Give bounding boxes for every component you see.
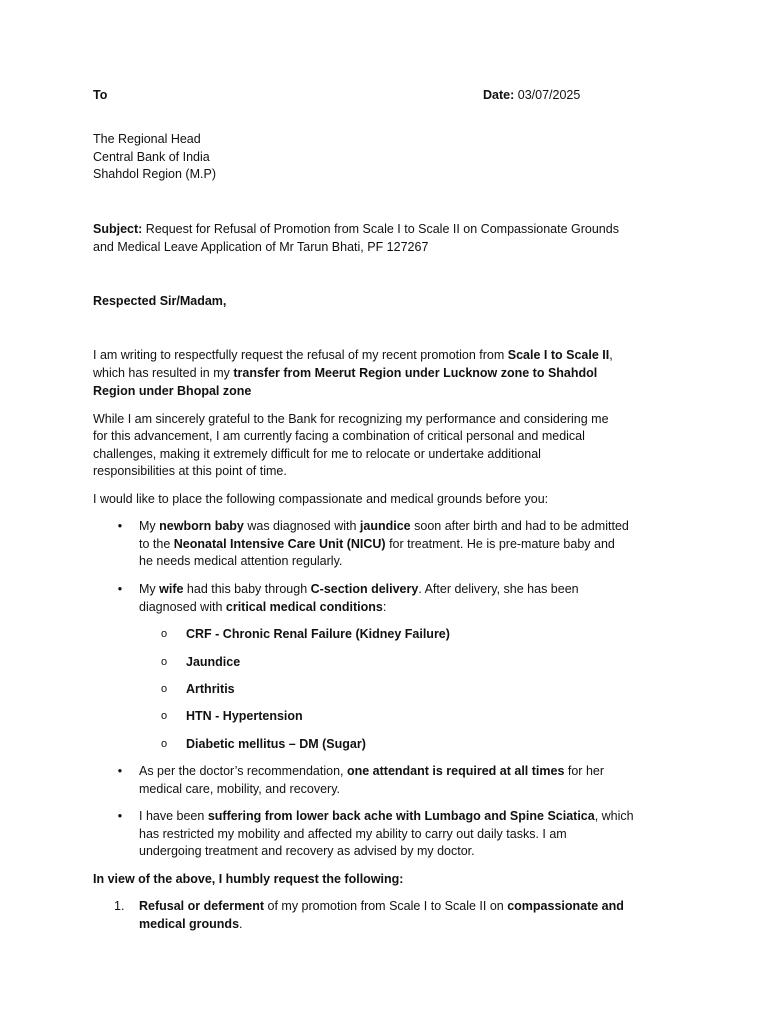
date-line	[483, 87, 580, 105]
bullet-1-line-1	[139, 518, 629, 536]
date-label: Date:	[483, 88, 515, 102]
date-value: 03/07/2025	[517, 88, 581, 102]
b2-t5: :	[382, 599, 387, 614]
salutation: Respected Sir/Madam,	[93, 294, 227, 308]
r1-compassionate: compassionate and	[507, 899, 624, 913]
para1-bold-transfer: transfer from Meerut Region under Lucknow zone to Shahdol	[233, 366, 598, 380]
subject-line-1	[93, 221, 619, 239]
b1-jaundice: jaundice	[359, 519, 411, 533]
bullet-4-line-1	[139, 808, 634, 826]
b1-t5: for treatment. He is pre-mature baby and	[385, 536, 615, 551]
condition-item: Arthritis	[186, 681, 235, 696]
bullet-1-marker: •	[117, 519, 123, 533]
para1-comma: ,	[609, 348, 613, 362]
condition-marker: o	[161, 655, 168, 668]
b1-newborn: newborn baby	[159, 519, 244, 533]
para1-text-2: which has resulted in my	[93, 366, 234, 380]
b2-t2: had this baby through	[183, 582, 311, 596]
bullet-2-line-2	[139, 599, 386, 617]
b1-t2: was diagnosed with	[243, 519, 360, 533]
b3-attendant: one attendant is required at all times	[346, 764, 565, 778]
para2-line-2: for this advancement, I am currently facing a combination of critical personal and medical	[93, 429, 585, 443]
request-1-number: 1.	[114, 899, 125, 913]
para1-line-1	[93, 347, 613, 365]
request-1-line-2	[139, 916, 243, 934]
bullet-2-marker: •	[117, 582, 123, 596]
to-label: To	[93, 88, 108, 102]
r1-refusal: Refusal or deferment	[139, 899, 265, 913]
b4-t1: I have been	[139, 809, 208, 823]
subject-line-2: and Medical Leave Application of Mr Tarun Bhati, PF 127267	[93, 239, 429, 254]
para3: I would like to place the following compassionate and medical grounds before you:	[93, 492, 549, 506]
b3-t2: for her	[564, 764, 605, 778]
bullet-3-line-2: medical care, mobility, and recovery.	[139, 781, 341, 796]
view-heading: In view of the above, I humbly request the following:	[93, 872, 404, 886]
bullet-3-line-1	[139, 763, 604, 781]
r1-t1: of my promotion from Scale I to Scale II on	[264, 899, 508, 913]
bullet-2-line-1	[139, 581, 579, 599]
b4-t2: , which	[594, 809, 634, 823]
b2-critical: critical medical conditions	[225, 599, 383, 614]
r1-period: .	[239, 916, 243, 931]
b2-csection: C-section delivery	[310, 582, 419, 596]
bullet-4-marker: •	[117, 809, 123, 823]
condition-marker: o	[161, 737, 168, 750]
bullet-1-line-2	[139, 536, 615, 554]
bullet-3-marker: •	[117, 764, 123, 778]
bullet-4-line-2: has restricted my mobility and affected my ability to carry out daily tasks. I am	[139, 826, 567, 841]
para1-line-3: Region under Bhopal zone	[93, 384, 252, 398]
b4-suffering: suffering from lower back ache with Lumbago and Spine Sciatica	[207, 809, 595, 823]
condition-marker: o	[161, 628, 168, 640]
subject-label: Subject:	[93, 222, 143, 236]
b2-wife: wife	[159, 582, 184, 596]
para2-line-3: challenges, making it extremely difficult for me to relocate or undertake additional	[93, 446, 541, 461]
bullet-1-line-3: he needs medical attention regularly.	[139, 554, 343, 568]
b1-nicu: Neonatal Intensive Care Unit (NICU)	[173, 536, 386, 551]
para2-line-4: responsibilities at this point of time.	[93, 464, 287, 478]
recipient-line-2: Central Bank of India	[93, 149, 210, 164]
para1-bold-scale: Scale I to Scale II	[507, 348, 610, 362]
recipient-line-3: Shahdol Region (M.P)	[93, 167, 216, 181]
condition-item: Diabetic mellitus – DM (Sugar)	[186, 736, 366, 751]
b1-t1: My	[139, 519, 160, 533]
condition-marker: o	[161, 710, 168, 722]
b1-t4: to the	[139, 536, 174, 551]
b2-t3: . After delivery, she has been	[418, 582, 579, 596]
b1-t3: soon after birth and had to be admitted	[410, 519, 629, 533]
recipient-line-1: The Regional Head	[93, 132, 201, 146]
condition-item: HTN - Hypertension	[186, 709, 303, 723]
para1-text: I am writing to respectfully request the refusal of my recent promotion from	[93, 348, 508, 362]
bullet-4-line-3: undergoing treatment and recovery as advised by my doctor.	[139, 844, 475, 858]
r1-medical: medical grounds	[139, 916, 240, 931]
b3-t1: As per the doctor’s recommendation,	[139, 764, 347, 778]
subject-text-1: Request for Refusal of Promotion from Scale I to Scale II on Compassionate Grounds	[145, 222, 619, 236]
condition-marker: o	[161, 682, 168, 695]
b2-t1: My	[139, 582, 160, 596]
para1-line-2	[93, 365, 597, 383]
para2-line-1: While I am sincerely grateful to the Bank for recognizing my performance and considering me	[93, 411, 609, 426]
request-1-line-1	[139, 898, 624, 916]
b2-t4: diagnosed with	[139, 599, 226, 614]
condition-item: CRF - Chronic Renal Failure (Kidney Failure)	[186, 627, 450, 641]
condition-item: Jaundice	[186, 654, 241, 669]
